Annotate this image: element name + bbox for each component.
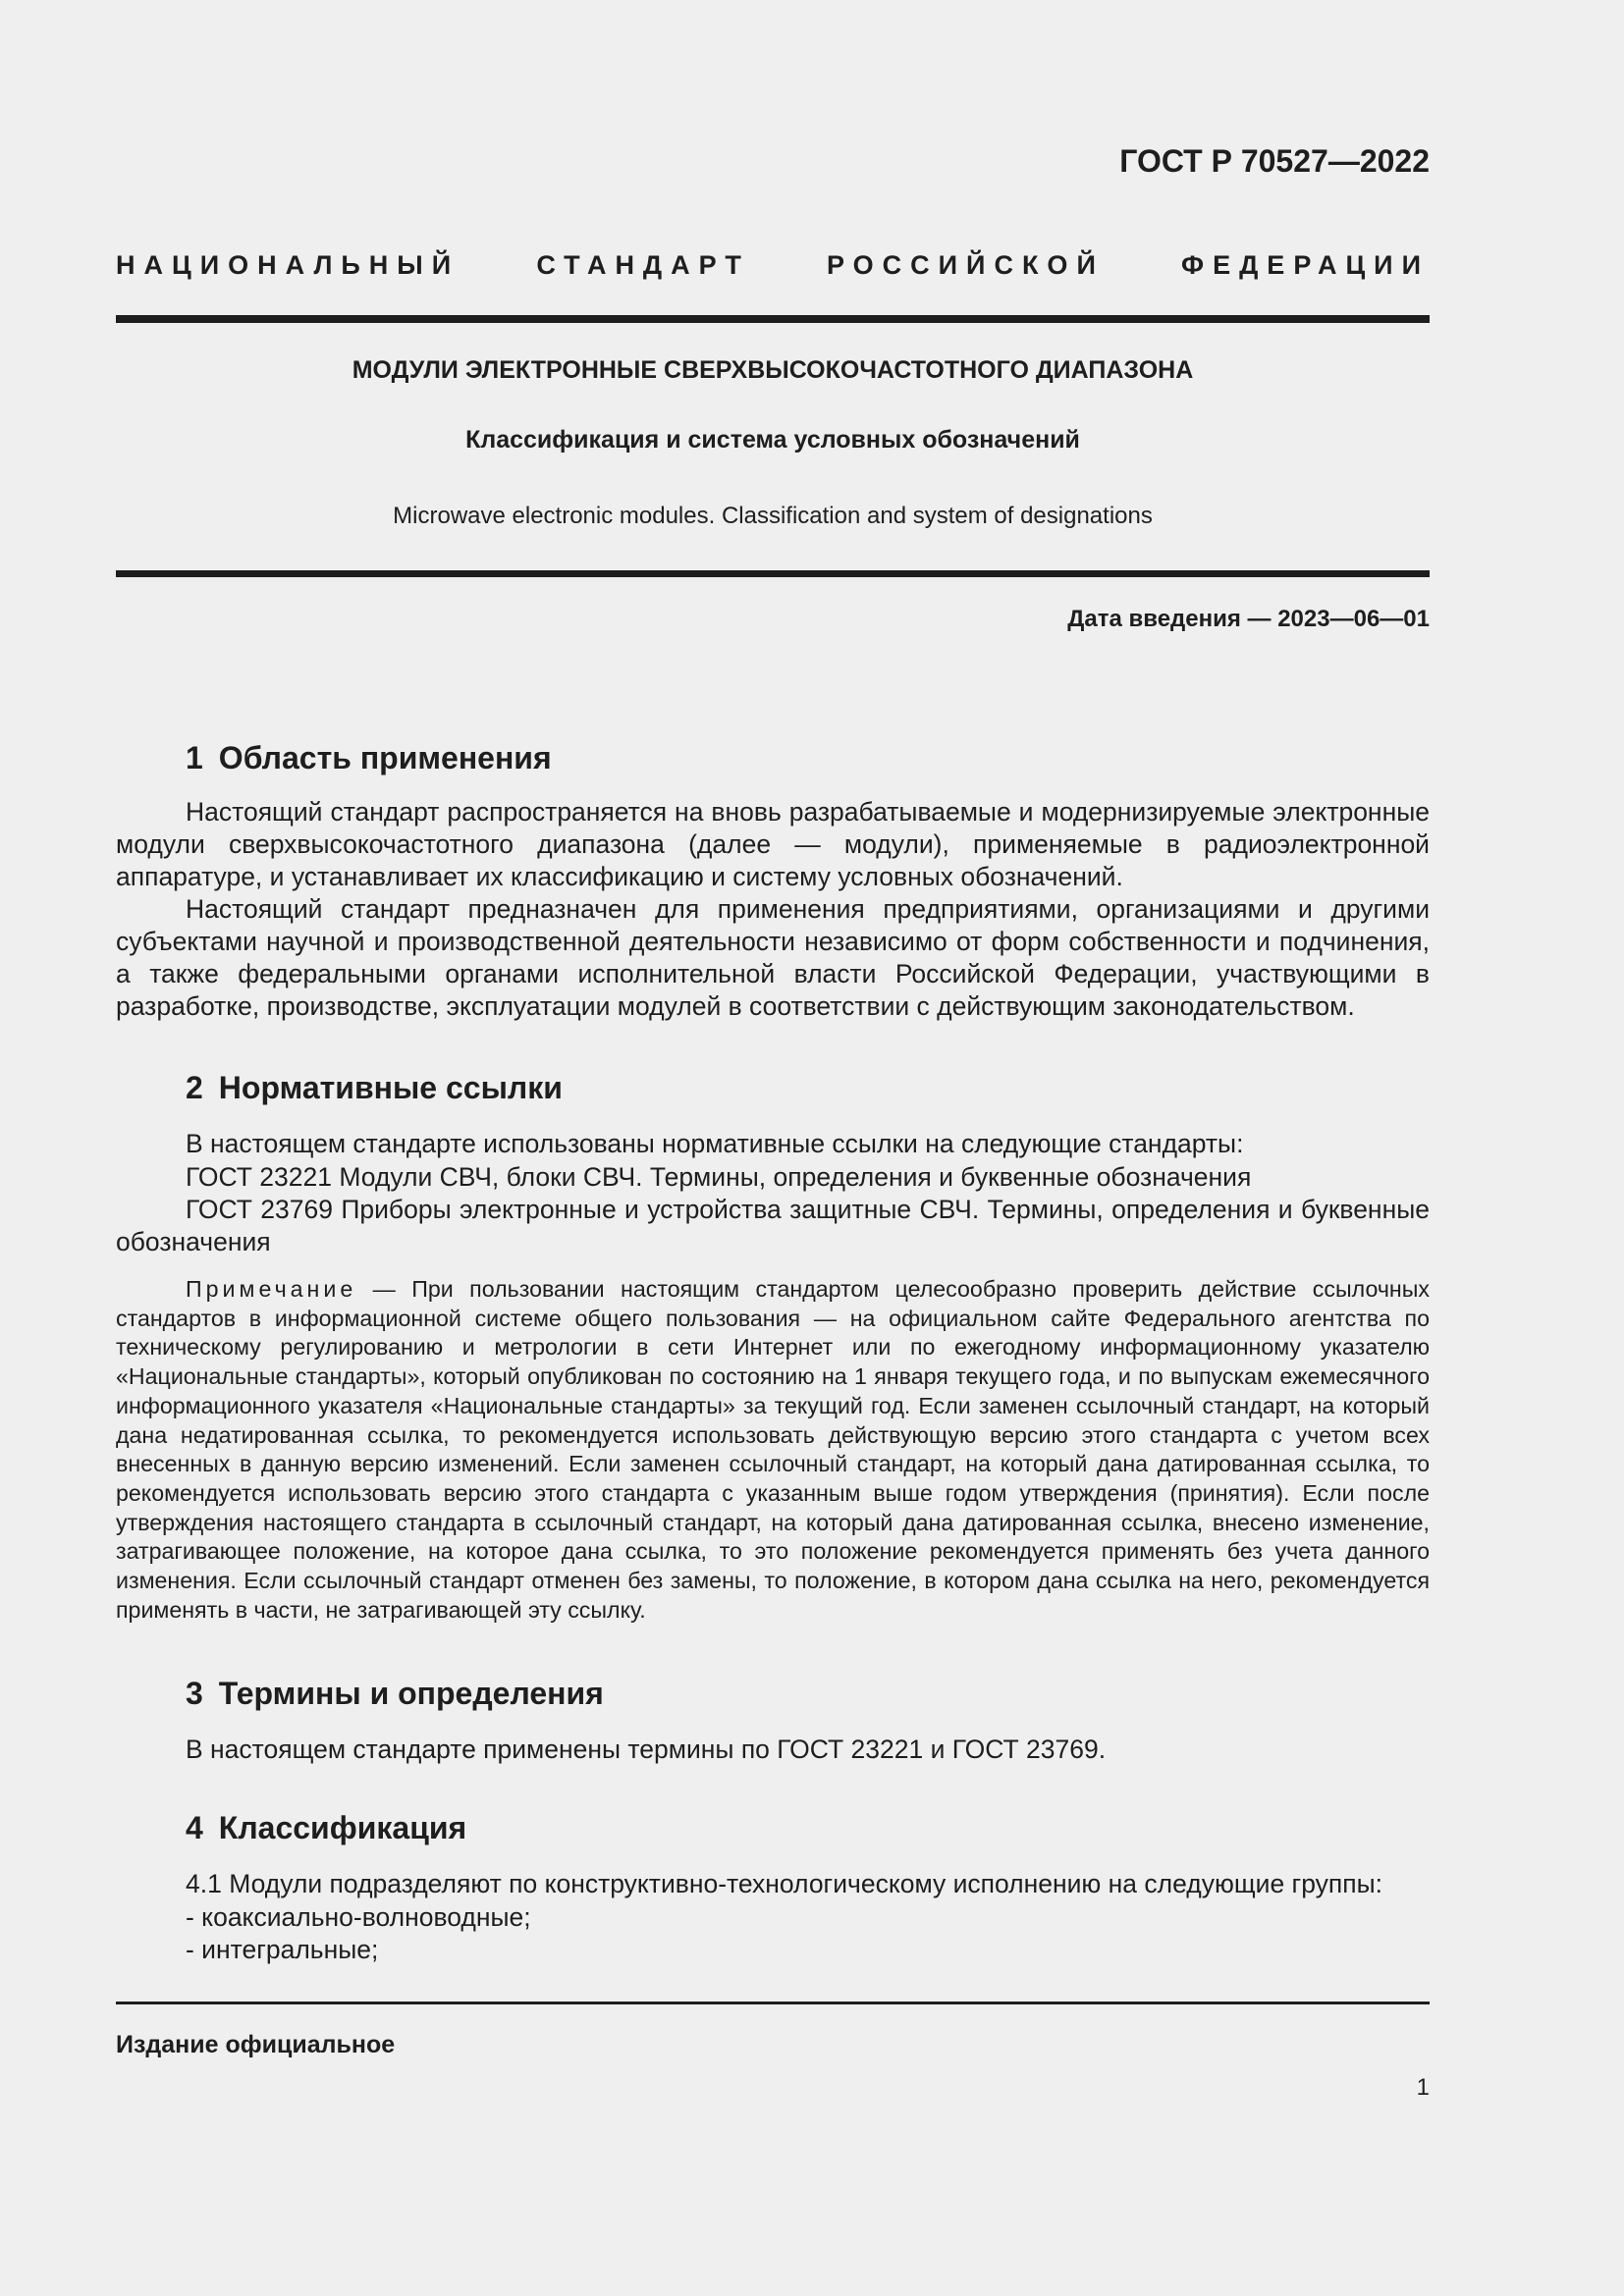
section-2-intro: В настоящем стандарте использованы нормативные ссылки на следующие стандарты: xyxy=(186,1129,1244,1158)
section-4-heading xyxy=(186,1810,466,1846)
title-bottom-rule xyxy=(116,570,1430,577)
document-number: ГОСТ Р 70527—2022 xyxy=(1119,143,1430,179)
section-number: 2 xyxy=(186,1070,203,1105)
section-1-paragraph-1: Настоящий стандарт распространяется на вновь разрабатываемые и модернизируемые электронные модули сверхвысокочастотного диапазона (далее — модули), применяемые в радиоэлектронной аппаратуре, и устанавливает их классификацию и систему условных обозначений. xyxy=(116,797,1430,891)
standard-english-title: Microwave electronic modules. Classification and system of designations xyxy=(393,503,1153,529)
section-number: 1 xyxy=(186,740,203,775)
section-title: Область применения xyxy=(218,740,552,775)
reference-gost-23769: ГОСТ 23769 Приборы электронные и устройства защитные СВЧ. Термины, определения и буквенные обозначения xyxy=(116,1195,1430,1256)
section-3-heading xyxy=(186,1676,604,1712)
official-edition-label: Издание официальное xyxy=(116,2031,396,2058)
section-title: Термины и определения xyxy=(218,1676,604,1711)
section-2-heading xyxy=(186,1070,563,1106)
section-3-text: В настоящем стандарте применены термины по ГОСТ 23221 и ГОСТ 23769. xyxy=(186,1735,1107,1764)
section-number: 3 xyxy=(186,1676,203,1711)
section-1-paragraph-2: Настоящий стандарт предназначен для применения предприятиями, организациями и другими субъектами научной и производственной деятельности независимо от форм собственности и подчинения, а также федеральными органами исполнительной власти Российской Федерации, участвующими в разработке, производстве, эксплуатации модулей в соответствии с действующим законодательством. xyxy=(116,894,1430,1021)
footer-rule xyxy=(116,2002,1430,2004)
clause-4-1: 4.1 Модули подразделяют по конструктивно-технологическому исполнению на следующие группы: xyxy=(186,1869,1383,1898)
standard-main-title: МОДУЛИ ЭЛЕКТРОННЫЕ СВЕРХВЫСОКОЧАСТОТНОГО ДИАПАЗОНА xyxy=(352,356,1194,384)
top-rule xyxy=(116,315,1430,323)
note-label: Примечание xyxy=(186,1276,357,1302)
section-2-note xyxy=(116,1275,1430,1625)
page-number: 1 xyxy=(1416,2074,1430,2101)
list-item-integral: - интегральные; xyxy=(186,1935,379,1964)
section-1-heading xyxy=(186,740,552,776)
section-title: Нормативные ссылки xyxy=(218,1070,563,1105)
section-number: 4 xyxy=(186,1810,203,1845)
reference-gost-23221: ГОСТ 23221 Модули СВЧ, блоки СВЧ. Термины, определения и буквенные обозначения xyxy=(186,1162,1252,1192)
list-item-coaxial: - коаксиально-волноводные; xyxy=(186,1902,531,1932)
national-standard-title: НАЦИОНАЛЬНЫЙ СТАНДАРТ РОССИЙСКОЙ ФЕДЕРАЦИИ xyxy=(116,250,1430,280)
standard-sub-title: Классификация и система условных обозначений xyxy=(465,426,1080,454)
note-text: — При пользовании настоящим стандартом целесообразно проверить действие ссылочных стандартов в информационной системе общего пользования — на официальном сайте Федерального агентства по техническому регулированию и метрологии в сети Интернет или по ежегодному информационному указателю «Национальные стандарты», который опубликован по состоянию на 1 января текущего года, и по выпускам ежемесячного информационного указателя «Национальные стандарты» за текущий год. Если заменен ссылочный стандарт, на который дана недатированная ссылка, то рекомендуется использовать действующую версию этого стандарта с учетом всех внесенных в данную версию изменений. Если заменен ссылочный стандарт, на который дана датированная ссылка, то рекомендуется использовать версию этого стандарта с указанным выше годом утверждения (принятия). Если после утверждения настоящего стандарта в ссылочный стандарт, на который дана датированная ссылка, внесено изменение, затрагивающее положение, на которое дана ссылка, то это положение рекомендуется применять без учета данного изменения. Если ссылочный стандарт отменен без замены, то положение, в котором дана ссылка на него, рекомендуется применять в части, не затрагивающей эту ссылку. xyxy=(116,1276,1430,1623)
introduction-date: Дата введения — 2023—06—01 xyxy=(1067,606,1430,632)
section-title: Классификация xyxy=(218,1810,467,1845)
